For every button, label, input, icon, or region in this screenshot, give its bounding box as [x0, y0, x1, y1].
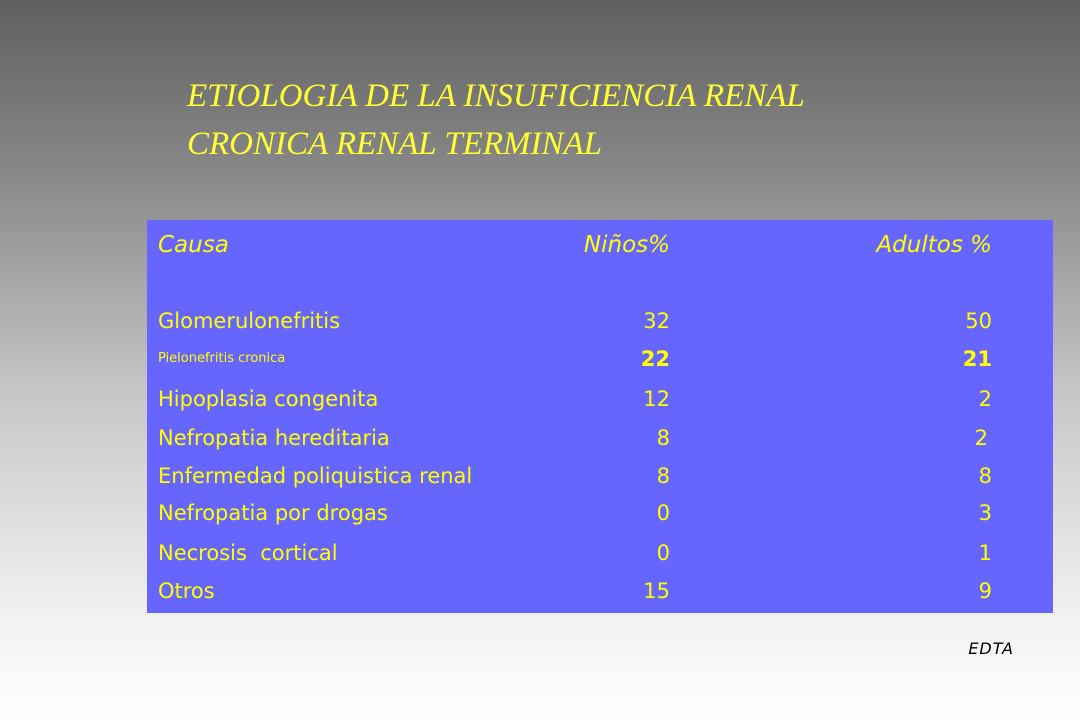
header-children-percent: Niños% — [583, 232, 670, 258]
row-adults-nefropatia-hereditaria: 2 — [974, 426, 988, 450]
row-cause-pielonefritis: Pielonefritis cronica — [158, 351, 286, 366]
row-adults-enfermedad-poliquistica: 8 — [978, 464, 992, 488]
row-adults-glomerulonefritis: 50 — [965, 309, 992, 333]
row-adults-otros: 9 — [978, 579, 992, 603]
row-children-nefropatia-hereditaria: 8 — [656, 426, 670, 450]
row-children-glomerulonefritis: 32 — [643, 309, 670, 333]
row-children-pielonefritis: 22 — [640, 347, 670, 371]
row-adults-pielonefritis: 21 — [962, 347, 992, 371]
header-adults-percent: Adultos % — [876, 232, 992, 258]
slide-title — [187, 72, 805, 168]
row-cause-otros: Otros — [158, 579, 215, 603]
row-cause-hipoplasia: Hipoplasia congenita — [158, 387, 379, 411]
row-children-otros: 15 — [643, 579, 670, 603]
slide-title-line-2: CRONICA RENAL TERMINAL — [187, 126, 602, 162]
row-cause-enfermedad-poliquistica: Enfermedad poliquistica renal — [158, 464, 473, 488]
row-cause-nefropatia-drogas: Nefropatia por drogas — [158, 501, 388, 525]
row-children-nefropatia-drogas: 0 — [656, 501, 670, 525]
row-children-necrosis-cortical: 0 — [656, 541, 670, 565]
row-children-enfermedad-poliquistica: 8 — [656, 464, 670, 488]
source-label: EDTA — [968, 639, 1014, 658]
row-cause-necrosis-cortical: Necrosis cortical — [158, 541, 338, 565]
row-adults-necrosis-cortical: 1 — [978, 541, 992, 565]
row-cause-nefropatia-hereditaria: Nefropatia hereditaria — [158, 426, 390, 450]
header-cause: Causa — [158, 232, 229, 258]
row-cause-glomerulonefritis: Glomerulonefritis — [158, 309, 341, 333]
slide-title-line-1: ETIOLOGIA DE LA INSUFICIENCIA RENAL — [187, 78, 805, 114]
row-children-hipoplasia: 12 — [643, 387, 670, 411]
row-adults-hipoplasia: 2 — [978, 387, 992, 411]
row-adults-nefropatia-drogas: 3 — [978, 501, 992, 525]
